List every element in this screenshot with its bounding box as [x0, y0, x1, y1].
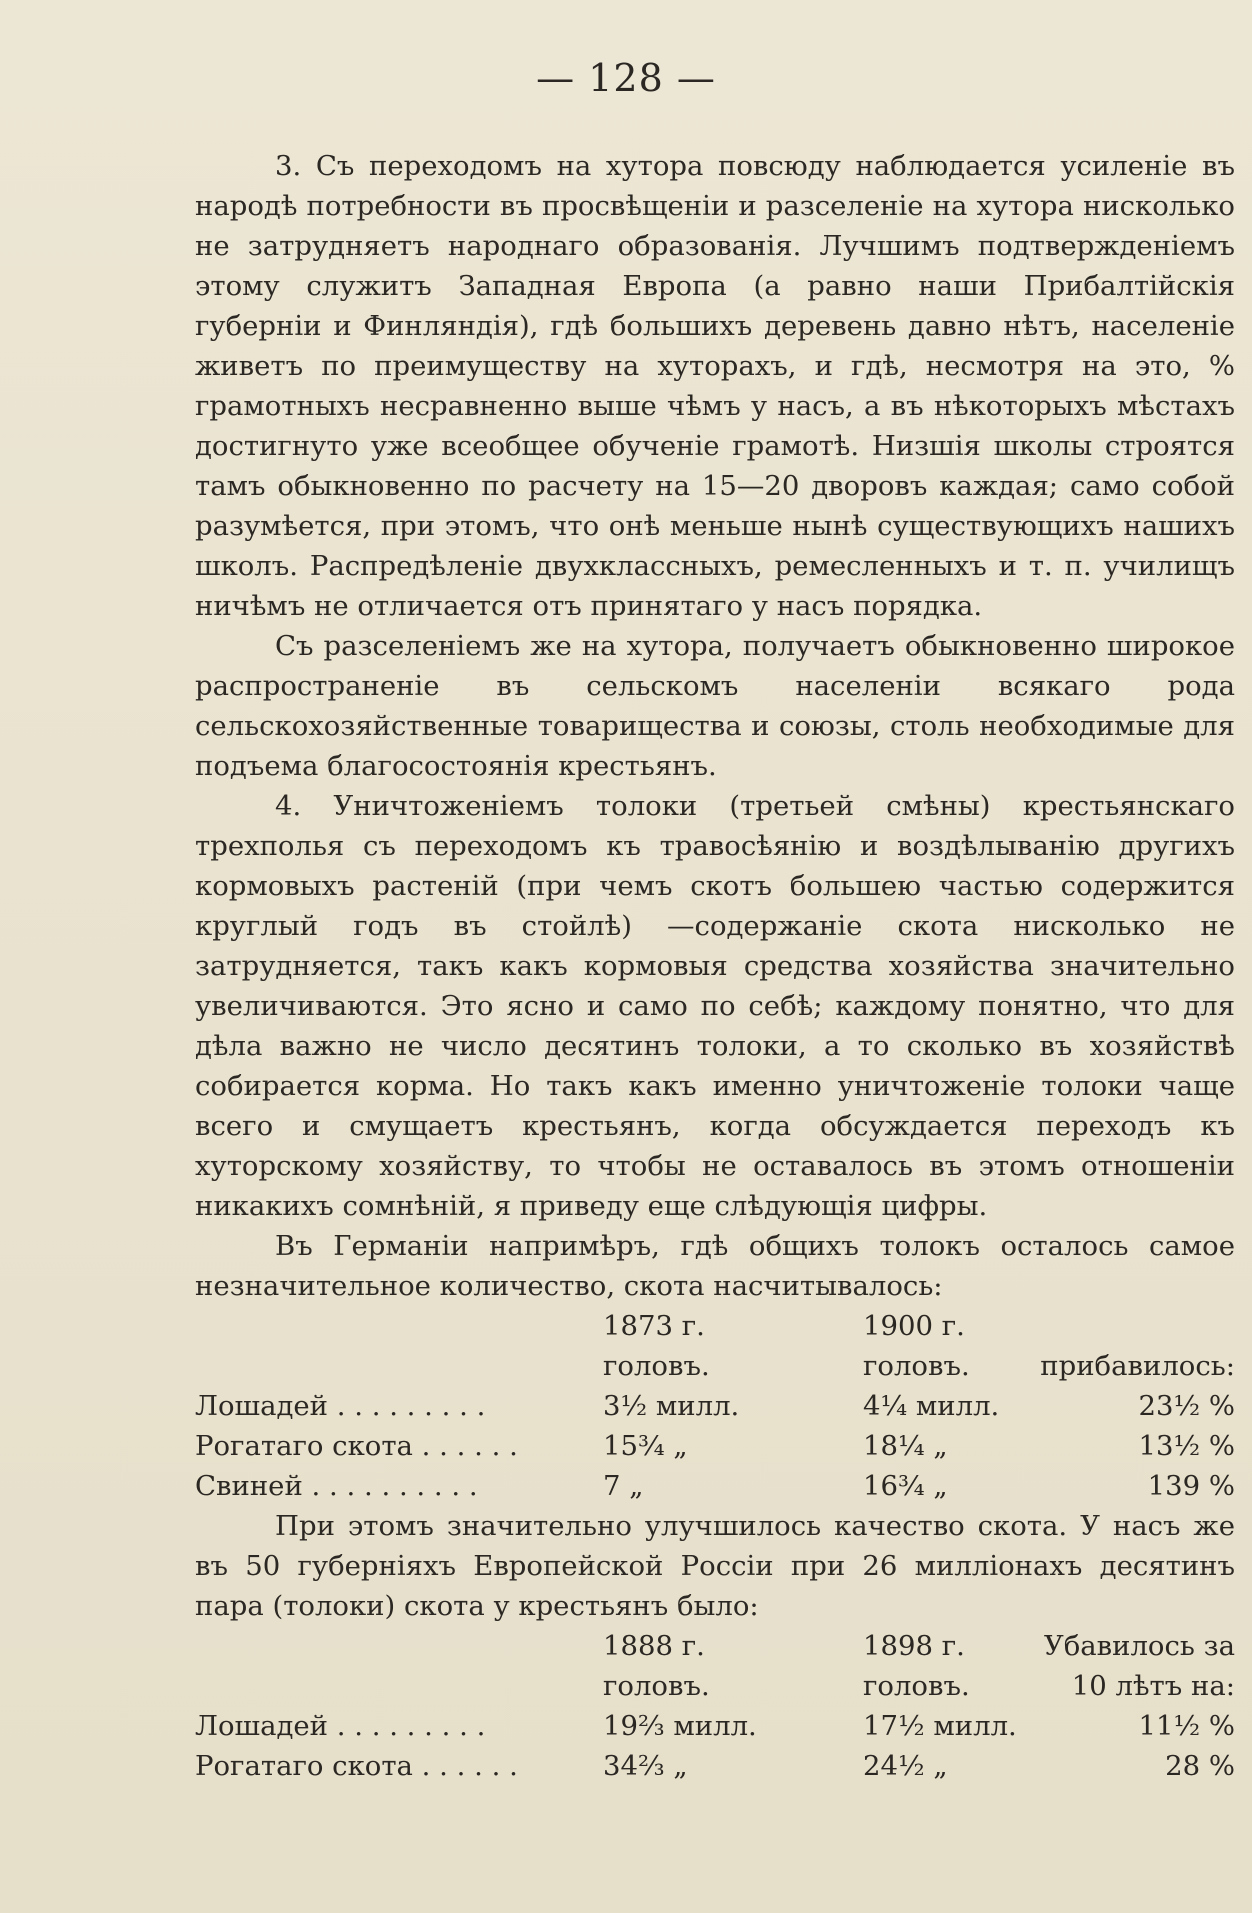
header-year: 1900 г.: [863, 1310, 965, 1342]
table-row: [195, 1386, 1235, 1426]
row-value: 24½ „: [863, 1750, 948, 1782]
row-value: 11½ %: [1138, 1710, 1235, 1742]
paragraph-4: Въ Германіи напримѣръ, гдѣ общихъ толокъ осталось самое незначительное количество, скота насчитывалось:: [195, 1230, 1235, 1302]
row-label: Лошадей . . . . . . . . .: [195, 1390, 486, 1422]
paragraph-5: При этомъ значительно улучшилось качество скота. У насъ же въ 50 губерніяхъ Европейской Россіи при 26 милліонахъ десятинъ пара (толоки) скота у крестьянъ было:: [195, 1510, 1235, 1622]
paragraph-1: 3. Съ переходомъ на хутора повсюду наблюдается усиленіе въ народѣ потребности въ просвѣщеніи и разселеніе на хутора нисколько не затрудняетъ народнаго образованія. Лучшимъ подтвержденіемъ этому служитъ Западная Европа (а равно наши Прибалтійскія губерніи и Финляндія), гдѣ большихъ деревень давно нѣтъ, населеніе живетъ по преимуществу на хуторахъ, и гдѣ, несмотря на это, % грамотныхъ несравненно выше чѣмъ у насъ, а въ нѣкоторыхъ мѣстахъ достигнуто уже всеобщее обученіе грамотѣ. Низшія школы строятся тамъ обыкновенно по расчету на 15—20 дворовъ каждая; само собой разумѣется, при этомъ, что онѣ меньше нынѣ существующихъ нашихъ школъ. Распредѣленіе двухклассныхъ, ремесленныхъ и т. п. училищъ ничѣмъ не отличается отъ принятаго у насъ порядка.: [195, 150, 1235, 622]
header-unit: головъ.: [863, 1670, 970, 1702]
header-year: 1873 г.: [603, 1310, 705, 1342]
row-label: Рогатаго скота . . . . . .: [195, 1430, 518, 1462]
header-year: 1898 г.: [863, 1630, 965, 1662]
table-row: [195, 1706, 1235, 1746]
table-row: [195, 1426, 1235, 1466]
table-row: [195, 1746, 1235, 1786]
livestock-table-germany: [195, 1306, 1235, 1506]
header-unit: головъ.: [603, 1350, 710, 1382]
header-unit: прибавилось:: [1040, 1350, 1235, 1382]
header-unit: 10 лѣтъ на:: [1071, 1670, 1235, 1702]
livestock-table-russia: [195, 1626, 1235, 1786]
row-label: Лошадей . . . . . . . . .: [195, 1710, 486, 1742]
row-value: 15¾ „: [603, 1430, 688, 1462]
row-label: Свиней . . . . . . . . . .: [195, 1470, 478, 1502]
row-value: 13½ %: [1138, 1430, 1235, 1462]
header-year: 1888 г.: [603, 1630, 705, 1662]
row-value: 7 „: [603, 1470, 644, 1502]
table-header-row: [195, 1346, 1235, 1386]
row-value: 19⅔ милл.: [603, 1710, 757, 1742]
row-value: 4¼ милл.: [863, 1390, 1000, 1422]
paragraph-2: Съ разселеніемъ же на хутора, получаетъ обыкновенно широкое распространеніе въ сельскомъ населеніи всякаго рода сельскохозяйственные товарищества и союзы, столь необходимые для подъема благосостоянія крестьянъ.: [195, 630, 1235, 782]
row-value: 139 %: [1147, 1470, 1235, 1502]
page-number: — 128 —: [536, 56, 716, 100]
row-value: 23½ %: [1138, 1390, 1235, 1422]
row-value: 34⅔ „: [603, 1750, 688, 1782]
row-value: 18¼ „: [863, 1430, 948, 1462]
header-year: Убавилось за: [1043, 1630, 1235, 1662]
row-label: Рогатаго скота . . . . . .: [195, 1750, 518, 1782]
row-value: 16¾ „: [863, 1470, 948, 1502]
header-unit: головъ.: [603, 1670, 710, 1702]
table-header-row: [195, 1626, 1235, 1666]
body-text: [195, 146, 1235, 1786]
table-row: [195, 1466, 1235, 1506]
table-header-row: [195, 1306, 1235, 1346]
table-header-row: [195, 1666, 1235, 1706]
paragraph-3: 4. Уничтоженіемъ толоки (третьей смѣны) крестьянскаго трехполья съ переходомъ къ травосѣянію и воздѣлыванію другихъ кормовыхъ растеній (при чемъ скотъ большею частью содержится круглый годъ въ стойлѣ) —содержаніе скота нисколько не затрудняется, такъ какъ кормовыя средства хозяйства значительно увеличиваются. Это ясно и само по себѣ; каждому понятно, что для дѣла важно не число десятинъ толоки, а то сколько въ хозяйствѣ собирается корма. Но такъ какъ именно уничтоженіе толоки чаще всего и смущаетъ крестьянъ, когда обсуждается переходъ къ хуторскому хозяйству, то чтобы не оставалось въ этомъ отношеніи никакихъ сомнѣній, я приведу еще слѣдующія цифры.: [195, 790, 1235, 1222]
row-value: 28 %: [1165, 1750, 1235, 1782]
row-value: 3½ милл.: [603, 1390, 740, 1422]
row-value: 17½ милл.: [863, 1710, 1017, 1742]
header-unit: головъ.: [863, 1350, 970, 1382]
